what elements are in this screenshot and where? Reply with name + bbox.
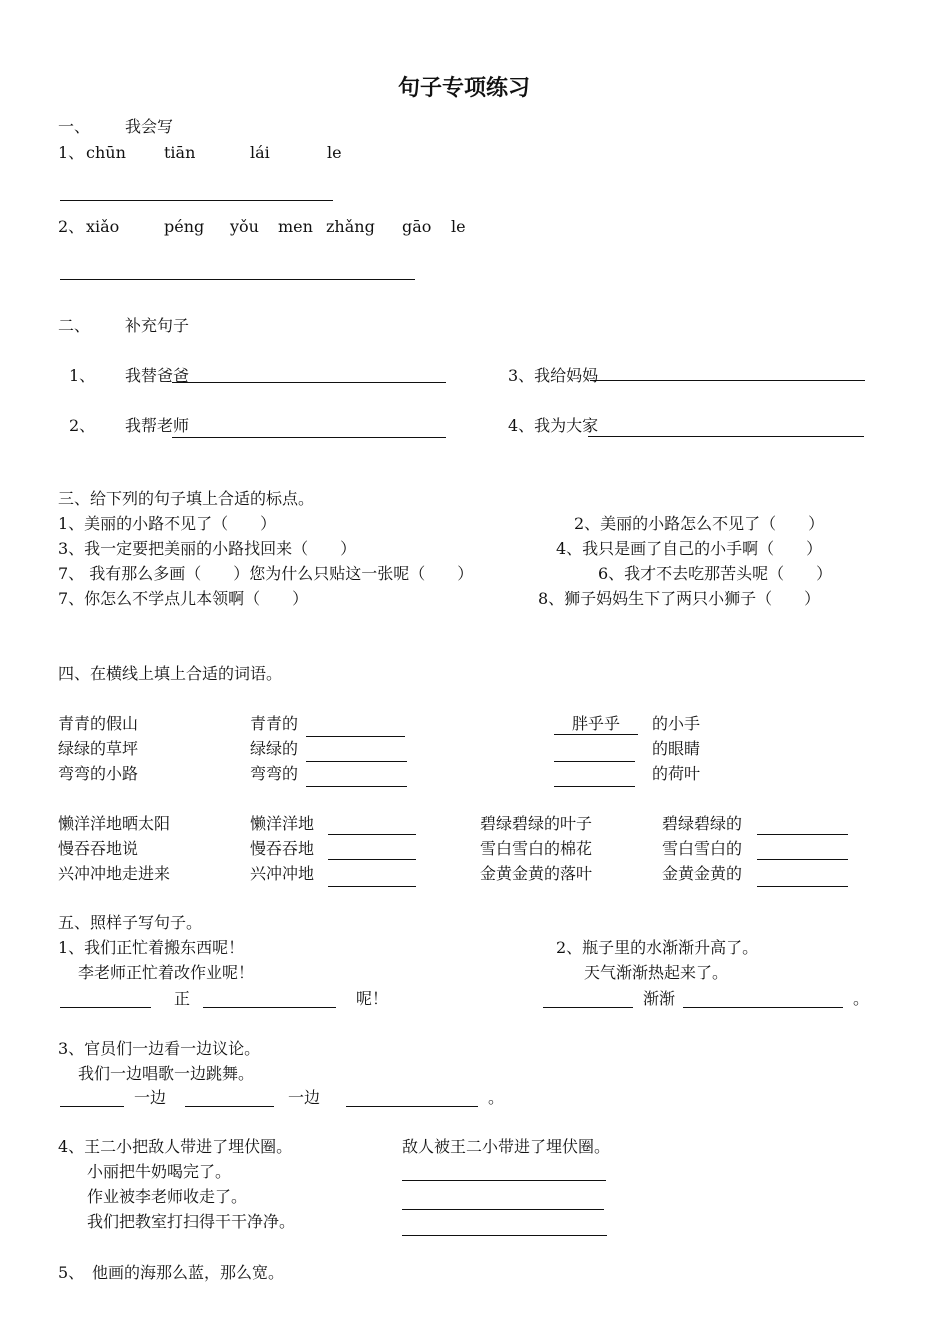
fill-line[interactable] <box>185 1106 274 1107</box>
pinyin-syllable: xiǎo <box>86 217 120 236</box>
fill-line[interactable] <box>588 436 864 437</box>
sentence-start: 我帮老师 <box>125 416 190 435</box>
fill-line[interactable] <box>328 886 416 887</box>
phrase-start: 雪白雪白的 <box>662 839 743 858</box>
pinyin-syllable: men <box>278 217 313 236</box>
punctuation-item: 6、我才不去吃那苦头呢（ ） <box>598 564 833 583</box>
fill-line[interactable] <box>402 1180 606 1181</box>
fill-line[interactable] <box>306 786 407 787</box>
fill-line[interactable] <box>683 1007 843 1008</box>
sentence-start: 我替爸爸 <box>125 366 190 385</box>
phrase-start: 碧绿碧绿的 <box>662 814 743 833</box>
model-sentence: 李老师正忙着改作业呢！ <box>78 963 255 982</box>
fill-line[interactable] <box>328 859 416 860</box>
keyword: 渐渐 <box>643 989 676 1008</box>
pinyin-syllable: tiān <box>164 143 196 162</box>
punctuation-item: 2、美丽的小路怎么不见了（ ） <box>574 514 825 533</box>
fill-line[interactable] <box>402 1209 604 1210</box>
example-phrase: 弯弯的小路 <box>58 764 139 783</box>
phrase-start: 弯弯的 <box>250 764 299 783</box>
fill-line[interactable] <box>757 834 848 835</box>
phrase-start: 金黄金黄的 <box>662 864 743 883</box>
fill-line[interactable] <box>757 886 848 887</box>
period: 。 <box>853 989 870 1008</box>
fill-line[interactable] <box>590 380 865 381</box>
example-phrase: 兴冲冲地走进来 <box>58 864 171 883</box>
pinyin-syllable: gāo <box>402 217 432 236</box>
section-3-heading: 三、给下列的句子填上合适的标点。 <box>58 489 315 508</box>
example-phrase: 青青的假山 <box>58 714 139 733</box>
fill-line[interactable] <box>60 1106 124 1107</box>
punctuation-item: 4、我只是画了自己的小手啊（ ） <box>556 539 823 558</box>
fill-line[interactable] <box>203 1007 336 1008</box>
pinyin-syllable: zhǎng <box>326 217 375 236</box>
model-sentence: 1、我们正忙着搬东西呢！ <box>58 938 245 957</box>
fill-line[interactable] <box>757 859 848 860</box>
item-number: 2、 <box>69 416 96 435</box>
example-phrase: 雪白雪白的棉花 <box>480 839 593 858</box>
keyword: 一边 <box>288 1088 321 1107</box>
section-2-title: 补充句子 <box>125 316 190 335</box>
example-phrase: 绿绿的草坪 <box>58 739 139 758</box>
page-title: 句子专项练习 <box>398 75 531 101</box>
phrase-start: 青青的 <box>250 714 299 733</box>
fill-line[interactable] <box>554 786 635 787</box>
model-sentence: 敌人被王二小带进了埋伏圈。 <box>402 1137 611 1156</box>
fill-line[interactable] <box>172 437 446 438</box>
pinyin-syllable: péng <box>164 217 205 236</box>
fill-line[interactable] <box>554 734 638 735</box>
section-1-title: 我会写 <box>125 117 174 136</box>
example-phrase: 碧绿碧绿的叶子 <box>480 814 593 833</box>
punctuation-item: 1、美丽的小路不见了（ ） <box>58 514 277 533</box>
punctuation-item: 7、你怎么不学点儿本领啊（ ） <box>58 589 309 608</box>
pinyin-syllable: le <box>451 217 466 236</box>
section-2-number: 二、 <box>58 316 91 335</box>
phrase-end: 的荷叶 <box>652 764 701 783</box>
pinyin-syllable: le <box>327 143 342 162</box>
fill-line[interactable] <box>554 761 635 762</box>
example-phrase: 慢吞吞地说 <box>58 839 139 858</box>
q2-answer-line[interactable] <box>60 279 415 280</box>
phrase-start: 慢吞吞地 <box>250 839 315 858</box>
q1-answer-line[interactable] <box>60 200 333 201</box>
model-sentence: 3、官员们一边看一边议论。 <box>58 1039 261 1058</box>
example-phrase: 懒洋洋地晒太阳 <box>58 814 171 833</box>
phrase-start: 兴冲冲地 <box>250 864 315 883</box>
phrase-start: 绿绿的 <box>250 739 299 758</box>
fill-line[interactable] <box>306 761 407 762</box>
sentence-start: 3、我给妈妈 <box>508 366 599 385</box>
fill-line[interactable] <box>402 1235 607 1236</box>
example-phrase: 金黄金黄的落叶 <box>480 864 593 883</box>
fill-line[interactable] <box>172 382 446 383</box>
fill-line[interactable] <box>306 736 405 737</box>
q1-number: 1、 <box>58 143 85 162</box>
section-4-heading: 四、在横线上填上合适的词语。 <box>58 664 283 683</box>
keyword: 一边 <box>134 1088 167 1107</box>
pinyin-syllable: lái <box>250 143 270 162</box>
item-number: 5、 <box>58 1263 85 1282</box>
exercise-sentence: 小丽把牛奶喝完了。 <box>87 1162 232 1181</box>
pinyin-syllable: chūn <box>86 143 126 162</box>
section-5-heading: 五、照样子写句子。 <box>58 913 203 932</box>
phrase-start: 懒洋洋地 <box>250 814 315 833</box>
q2-number: 2、 <box>58 217 85 236</box>
period: 。 <box>488 1088 505 1107</box>
pinyin-syllable: yǒu <box>230 217 259 236</box>
fill-line[interactable] <box>543 1007 633 1008</box>
model-sentence: 我们一边唱歌一边跳舞。 <box>78 1064 255 1083</box>
punctuation-item: 8、狮子妈妈生下了两只小狮子（ ） <box>538 589 821 608</box>
fill-line[interactable] <box>60 1007 151 1008</box>
punctuation-item: 7、 我有那么多画（ ）您为什么只贴这一张呢（ ） <box>58 564 474 583</box>
fill-line[interactable] <box>328 834 416 835</box>
keyword: 呢！ <box>356 989 389 1008</box>
section-1-number: 一、 <box>58 117 91 136</box>
fill-line[interactable] <box>346 1106 478 1107</box>
punctuation-item: 3、我一定要把美丽的小路找回来（ ） <box>58 539 357 558</box>
exercise-sentence: 我们把教室打扫得干干净净。 <box>87 1212 296 1231</box>
phrase-end: 的小手 <box>652 714 701 733</box>
model-sentence: 4、王二小把敌人带进了埋伏圈。 <box>58 1137 293 1156</box>
phrase-end: 的眼睛 <box>652 739 701 758</box>
model-sentence: 2、瓶子里的水渐渐升高了。 <box>556 938 759 957</box>
model-sentence: 他画的海那么蓝，那么宽。 <box>92 1263 285 1282</box>
example-answer: 胖乎乎 <box>571 714 620 733</box>
exercise-sentence: 作业被李老师收走了。 <box>87 1187 248 1206</box>
item-number: 1、 <box>69 366 96 385</box>
keyword: 正 <box>174 989 191 1008</box>
model-sentence: 天气渐渐热起来了。 <box>584 963 729 982</box>
sentence-start: 4、我为大家 <box>508 416 599 435</box>
